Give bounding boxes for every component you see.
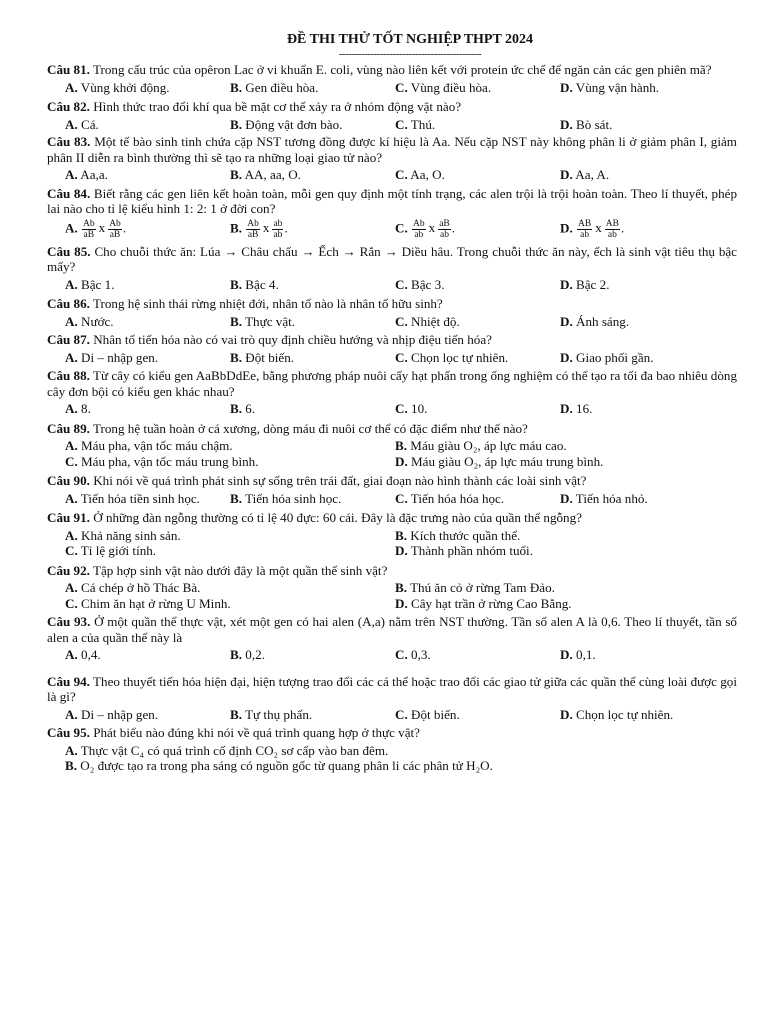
option-letter: D. <box>560 401 573 416</box>
answer-option-c[interactable] <box>395 350 560 366</box>
option-letter: C. <box>65 595 78 611</box>
option-text: Bậc 4. <box>245 276 279 292</box>
option-text: Vùng khởi động. <box>80 79 170 95</box>
option-letter: A. <box>65 742 78 758</box>
option-letter: B. <box>230 401 243 416</box>
option-end: . <box>122 220 127 235</box>
option-letter: D. <box>560 220 573 235</box>
answer-options <box>47 219 737 240</box>
option-letter: D. <box>560 167 573 182</box>
question-stem <box>47 332 737 348</box>
question-stem <box>47 674 737 705</box>
answer-options <box>47 314 737 330</box>
option-letter: C. <box>395 706 408 722</box>
option-letter: B. <box>230 79 243 95</box>
answer-options <box>47 647 737 663</box>
question-number: Câu 94. <box>47 673 90 689</box>
question-stem <box>47 296 737 312</box>
answer-options <box>47 277 737 293</box>
option-text: Máu giàu O₂, áp lực máu trung bình. <box>411 453 604 469</box>
option-letter: B. <box>230 349 243 365</box>
fraction-numerator: Ab <box>83 218 95 229</box>
question-stem <box>47 62 737 78</box>
answer-option-a[interactable] <box>65 277 230 293</box>
option-text: Bậc 1. <box>81 276 115 292</box>
answer-options <box>47 528 737 559</box>
answer-option-a[interactable] <box>65 647 230 663</box>
answer-option-b[interactable] <box>230 219 395 240</box>
answer-option-c[interactable] <box>395 647 560 663</box>
option-text: O₂ được tạo ra trong pha sáng có nguồn gốc từ quang phân li các phân tử H₂O. <box>80 758 493 773</box>
genotype-fraction <box>605 219 620 240</box>
answer-option-a[interactable] <box>65 707 230 723</box>
answer-option-c[interactable] <box>395 401 560 417</box>
answer-option-c[interactable] <box>395 314 560 330</box>
option-letter: B. <box>395 580 408 595</box>
option-text: Aa, A. <box>575 167 610 182</box>
answer-option-b[interactable] <box>230 80 395 96</box>
answer-option-a[interactable] <box>65 743 737 759</box>
option-letter: D. <box>560 116 573 132</box>
question-text: Một tế bào sinh tinh chứa cặp NST tương đồng được kí hiệu là Aa. Nếu cặp NST này không phân li ở giảm phân I, giảm phân II diễn ra bình thường thì sẽ tạo ra những loại giao tử nào? <box>47 134 737 165</box>
option-letter: B. <box>230 167 243 182</box>
option-letter: A. <box>65 401 78 416</box>
option-letter: C. <box>395 401 408 416</box>
question-90 <box>47 473 737 510</box>
option-letter: A. <box>65 349 78 365</box>
question-95 <box>47 725 737 777</box>
option-text: Bậc 3. <box>411 276 445 292</box>
question-text: Phát biểu nào đúng khi nói về quá trình quang hợp ở thực vật? <box>93 725 420 740</box>
answer-options <box>47 167 737 183</box>
question-text: Cho chuỗi thức ăn: Lúa → Châu chấu → Ếch → Rắn → Diều hâu. Trong chuỗi thức ăn này, ếch là sinh vật tiêu thụ bậc mấy? <box>47 243 737 274</box>
option-letter: B. <box>230 490 243 506</box>
exam-page <box>47 32 737 777</box>
option-letter: D. <box>560 706 573 722</box>
question-text: Theo thuyết tiến hóa hiện đại, hiện tượng trao đổi các cá thể hoặc trao đổi các giao tử giữa các quần thể cùng loài được gọi là gì? <box>47 673 737 704</box>
answer-option-b[interactable] <box>65 758 737 774</box>
option-letter: C. <box>395 276 408 292</box>
option-text: Tự thụ phấn. <box>245 706 313 722</box>
option-letter: D. <box>560 276 573 292</box>
option-letter: D. <box>560 349 573 365</box>
answer-option-d[interactable] <box>395 596 725 612</box>
question-86 <box>47 296 737 332</box>
question-number: Câu 85. <box>47 243 91 259</box>
option-letter: A. <box>65 79 78 95</box>
question-stem <box>47 186 737 217</box>
option-letter: B. <box>230 276 243 292</box>
question-88 <box>47 368 737 421</box>
answer-option-c[interactable] <box>395 117 560 133</box>
option-text: 6. <box>245 401 256 416</box>
option-letter: C. <box>395 167 408 182</box>
answer-option-d[interactable] <box>560 647 725 663</box>
question-92 <box>47 563 737 615</box>
option-text: Tiến hóa hóa học. <box>410 490 505 506</box>
option-letter: C. <box>395 647 408 662</box>
option-letter: A. <box>65 167 78 182</box>
question-stem <box>47 244 737 275</box>
fraction-numerator: Ab <box>109 218 121 229</box>
option-text: Đột biến. <box>411 706 460 722</box>
answer-options <box>47 743 737 774</box>
option-end: . <box>620 220 625 235</box>
answer-option-d[interactable] <box>560 117 725 133</box>
answer-option-a[interactable] <box>65 528 395 544</box>
question-text: Trong cấu trúc của opêron Lac ở vi khuẩn E. coli, vùng nào liên kết với protein ức chế để ngăn cản các gen phiên mã? <box>92 62 712 77</box>
question-number: Câu 82. <box>47 99 90 114</box>
option-text: 10. <box>411 401 428 416</box>
answer-option-a[interactable] <box>65 219 230 240</box>
answer-option-c[interactable] <box>395 167 560 183</box>
option-letter: D. <box>560 79 573 95</box>
answer-option-d[interactable] <box>560 277 725 293</box>
genotype-fraction <box>577 219 592 240</box>
answer-option-a[interactable] <box>65 314 230 330</box>
option-letter: A. <box>65 647 78 662</box>
option-letter: B. <box>230 116 243 132</box>
option-letter: B. <box>395 438 408 453</box>
option-text: Chọn lọc tự nhiên. <box>576 706 674 722</box>
answer-option-a[interactable] <box>65 491 230 507</box>
genotype-fraction <box>108 219 122 240</box>
option-text: Vùng vận hành. <box>575 79 660 95</box>
option-text: Thú ăn cỏ ở rừng Tam Đảo. <box>410 580 555 595</box>
option-letter: D. <box>395 543 408 558</box>
question-text: Trong hệ tuần hoàn ở cá xương, dòng máu đi nuôi cơ thể có đặc điểm như thế nào? <box>92 420 528 436</box>
option-letter: D. <box>560 490 573 506</box>
exam-title: ĐỀ THI THỬ TỐT NGHIỆP THPT 2024 <box>286 32 534 47</box>
answer-option-d[interactable] <box>395 454 725 470</box>
option-text: Tiến hóa sinh học. <box>245 490 342 506</box>
option-letter: A. <box>65 580 78 595</box>
option-letter: C. <box>395 220 408 235</box>
answer-option-c[interactable] <box>65 596 395 612</box>
question-number: Câu 84. <box>47 185 91 201</box>
question-spacer <box>47 774 737 777</box>
question-text: Hình thức trao đổi khí qua bề mặt cơ thể xảy ra ở nhóm động vật nào? <box>93 99 462 114</box>
answer-option-b[interactable] <box>230 401 395 417</box>
fraction-denominator: ab <box>580 229 590 240</box>
option-letter: C. <box>65 453 78 469</box>
option-text: Chọn lọc tự nhiên. <box>411 349 509 365</box>
option-letter: D. <box>560 647 573 662</box>
option-text: Khả năng sinh sản. <box>81 527 181 543</box>
fraction-denominator: aB <box>247 229 259 240</box>
option-letter: A. <box>65 490 78 506</box>
option-text: AA, aa, O. <box>244 167 301 182</box>
option-text: Nước. <box>81 313 114 329</box>
answer-option-d[interactable] <box>560 491 725 507</box>
question-spacer <box>47 663 737 674</box>
option-text: Gen điều hòa. <box>245 79 319 95</box>
answer-option-b[interactable] <box>395 580 725 596</box>
answer-options <box>47 350 737 366</box>
fraction-denominator: ab <box>273 229 283 240</box>
option-text: Ánh sáng. <box>576 313 630 329</box>
answer-option-c[interactable] <box>395 277 560 293</box>
answer-option-d[interactable] <box>560 707 725 723</box>
option-letter: B. <box>65 758 78 773</box>
option-text: 0,3. <box>411 647 431 662</box>
question-number: Câu 90. <box>47 473 90 488</box>
answer-option-a[interactable] <box>65 401 230 417</box>
option-text: Máu giàu O₂, áp lực máu cao. <box>410 438 567 453</box>
option-text: Kích thước quần thể. <box>410 527 521 543</box>
answer-option-a[interactable] <box>65 167 230 183</box>
question-number: Câu 83. <box>47 134 91 149</box>
question-87 <box>47 332 737 368</box>
option-text: Tiến hóa nhỏ. <box>575 490 648 506</box>
question-number: Câu 81. <box>47 62 90 77</box>
option-text: Cá chép ở hồ Thác Bà. <box>81 580 201 595</box>
option-letter: A. <box>65 438 78 453</box>
option-text: 0,1. <box>576 647 596 662</box>
cross-symbol: x <box>428 220 436 235</box>
option-letter: B. <box>230 313 243 329</box>
fraction-numerator: AB <box>578 218 592 229</box>
option-text: Thành phần nhóm tuổi. <box>410 543 533 558</box>
option-text: Thú. <box>410 116 436 132</box>
fraction-denominator: ab <box>439 229 449 240</box>
question-stem <box>47 368 737 399</box>
question-number: Câu 93. <box>47 614 91 629</box>
answer-options <box>47 438 737 469</box>
question-number: Câu 91. <box>47 510 90 525</box>
option-text: Bò sát. <box>576 116 613 132</box>
answer-options <box>47 117 737 133</box>
option-letter: C. <box>395 313 408 329</box>
option-text: Tỉ lệ giới tính. <box>80 543 157 558</box>
answer-option-c[interactable] <box>395 219 560 240</box>
option-text: Di – nhập gen. <box>81 706 159 722</box>
option-letter: B. <box>230 706 243 722</box>
fraction-denominator: ab <box>414 229 424 240</box>
option-text: Thực vật C₄ có quá trình cố định CO₂ sơ cấp vào ban đêm. <box>80 742 389 758</box>
question-82 <box>47 99 737 134</box>
option-letter: D. <box>560 313 573 329</box>
question-stem <box>47 134 737 165</box>
answer-option-b[interactable] <box>230 167 395 183</box>
genotype-fraction <box>82 219 96 240</box>
answer-option-a[interactable] <box>65 117 230 133</box>
question-83 <box>47 134 737 186</box>
answer-option-c[interactable] <box>395 80 560 96</box>
cross-symbol: x <box>98 220 106 235</box>
answer-option-b[interactable] <box>230 707 395 723</box>
question-stem <box>47 614 737 645</box>
question-94 <box>47 674 737 726</box>
option-text: Aa,a. <box>80 167 108 182</box>
fraction-denominator: aB <box>109 229 121 240</box>
option-letter: B. <box>230 220 243 235</box>
option-text: 0,2. <box>245 647 265 662</box>
answer-option-c[interactable] <box>395 707 560 723</box>
option-text: Động vật đơn bào. <box>245 116 343 132</box>
answer-option-b[interactable] <box>230 647 395 663</box>
answer-option-d[interactable] <box>560 167 725 183</box>
question-stem <box>47 725 737 741</box>
title-divider: --------------------------------------------- <box>338 48 482 60</box>
option-text: Tiến hóa tiền sinh học. <box>80 490 200 506</box>
fraction-numerator: aB <box>439 218 450 229</box>
option-text: 0,4. <box>81 647 101 662</box>
option-text: Cá. <box>81 116 99 132</box>
answer-option-d[interactable] <box>395 543 725 559</box>
option-letter: A. <box>65 220 78 235</box>
option-letter: C. <box>395 490 408 506</box>
option-text: Máu pha, vận tốc máu trung bình. <box>81 453 259 469</box>
question-84 <box>47 186 737 244</box>
option-letter: A. <box>65 276 78 292</box>
answer-option-b[interactable] <box>395 438 725 454</box>
option-end: . <box>451 220 456 235</box>
option-text: Đột biến. <box>245 349 295 365</box>
option-letter: A. <box>65 313 78 329</box>
answer-option-c[interactable] <box>65 543 395 559</box>
option-letter: C. <box>395 79 408 95</box>
option-letter: B. <box>230 647 243 662</box>
fraction-denominator: ab <box>607 229 617 240</box>
answer-option-d[interactable] <box>560 401 725 417</box>
fraction-numerator: Ab <box>413 218 425 229</box>
question-list <box>47 62 737 777</box>
option-text: 8. <box>81 401 91 416</box>
answer-option-b[interactable] <box>230 491 395 507</box>
question-stem <box>47 473 737 489</box>
option-letter: D. <box>395 453 408 469</box>
answer-option-c[interactable] <box>395 491 560 507</box>
option-text: Nhiệt độ. <box>411 313 460 329</box>
question-91 <box>47 510 737 563</box>
answer-option-b[interactable] <box>230 277 395 293</box>
question-stem <box>47 99 737 115</box>
option-text: Chim ăn hạt ở rừng U Minh. <box>81 595 231 611</box>
answer-option-a[interactable] <box>65 350 230 366</box>
question-81 <box>47 62 737 99</box>
question-93 <box>47 614 737 674</box>
option-text: Máu pha, vận tốc máu chậm. <box>81 438 233 453</box>
genotype-fraction <box>412 219 426 240</box>
answer-options <box>47 707 737 723</box>
question-text: Ở một quần thể thực vật, xét một gen có hai alen (A,a) nằm trên NST thường. Tần số alen A là 0,6. Theo lí thuyết, tần số alen a của quần thể này là <box>47 614 737 645</box>
option-text: Cây hạt trần ở rừng Cao Bằng. <box>411 595 572 611</box>
fraction-denominator: aB <box>83 229 95 240</box>
option-letter: A. <box>65 706 78 722</box>
question-85 <box>47 244 737 297</box>
answer-options <box>47 80 737 96</box>
option-letter: C. <box>395 116 408 132</box>
question-text: Từ cây có kiểu gen AaBbDdEe, bằng phương pháp nuôi cấy hạt phấn trong ống nghiệm có thể tạo ra tối đa bao nhiêu dòng cây đơn bội có kiểu gen khác nhau? <box>47 368 737 399</box>
fraction-numerator: ab <box>273 218 283 229</box>
option-text: Aa, O. <box>410 167 445 182</box>
option-letter: D. <box>395 595 408 611</box>
answer-option-d[interactable] <box>560 80 725 96</box>
genotype-fraction <box>246 219 260 240</box>
option-text: Vùng điều hòa. <box>410 79 492 95</box>
answer-option-a[interactable] <box>65 438 395 454</box>
answer-option-b[interactable] <box>230 350 395 366</box>
option-letter: C. <box>395 349 408 365</box>
question-text: Nhân tố tiến hóa nào có vai trò quy định chiều hướng và nhịp điệu tiến hóa? <box>93 332 492 347</box>
answer-option-b[interactable] <box>230 117 395 133</box>
answer-option-c[interactable] <box>65 454 395 470</box>
option-letter: B. <box>395 527 408 543</box>
option-text: Giao phối gần. <box>576 349 654 365</box>
question-stem <box>47 421 737 437</box>
answer-options <box>47 580 737 611</box>
answer-option-a[interactable] <box>65 80 230 96</box>
question-text: Trong hệ sinh thái rừng nhiệt đới, nhân tố nào là nhân tố hữu sinh? <box>92 296 443 311</box>
question-89 <box>47 421 737 474</box>
question-number: Câu 87. <box>47 332 90 347</box>
option-end: . <box>284 220 288 235</box>
question-stem <box>47 563 737 579</box>
option-letter: A. <box>65 527 78 543</box>
question-number: Câu 92. <box>47 562 90 578</box>
answer-option-b[interactable] <box>395 528 725 544</box>
option-text: 16. <box>576 401 593 416</box>
option-text: Di – nhập gen. <box>81 349 159 365</box>
genotype-fraction <box>272 219 283 240</box>
answer-option-a[interactable] <box>65 580 395 596</box>
fraction-numerator: AB <box>605 218 619 229</box>
option-text: Bậc 2. <box>576 276 610 292</box>
answer-options <box>47 491 737 507</box>
option-letter: A. <box>65 116 78 132</box>
question-number: Câu 89. <box>47 420 90 436</box>
answer-option-d[interactable] <box>560 314 725 330</box>
genotype-fraction <box>438 219 451 240</box>
question-number: Câu 88. <box>47 368 90 383</box>
cross-symbol: x <box>595 220 602 235</box>
question-number: Câu 95. <box>47 725 90 740</box>
answer-option-d[interactable] <box>560 219 725 240</box>
option-text: Thực vật. <box>245 313 296 329</box>
cross-symbol: x <box>262 220 270 235</box>
answer-option-b[interactable] <box>230 314 395 330</box>
answer-options <box>47 401 737 417</box>
answer-option-d[interactable] <box>560 350 725 366</box>
question-stem <box>47 510 737 526</box>
question-number: Câu 86. <box>47 296 90 311</box>
question-text: Ở những đàn ngỗng thường có tỉ lệ 40 đực: 60 cái. Đây là đặc trưng nào của quần thể ngỗng? <box>93 510 582 525</box>
question-text: Biết rằng các gen liên kết hoàn toàn, mỗi gen quy định một tính trạng, các alen trội là trội hoàn toàn. Theo lí thuyết, phép lai nào cho tỉ lệ kiểu hình 1: 2: 1 ở đời con? <box>47 185 738 216</box>
question-text: Tập hợp sinh vật nào dưới đây là một quần thể sinh vật? <box>92 562 388 578</box>
option-letter: C. <box>65 543 78 558</box>
fraction-numerator: Ab <box>247 218 259 229</box>
question-text: Khi nói về quá trình phát sinh sự sống trên trái đất, giai đoạn nào hình thành các loài sinh vật? <box>93 473 587 488</box>
